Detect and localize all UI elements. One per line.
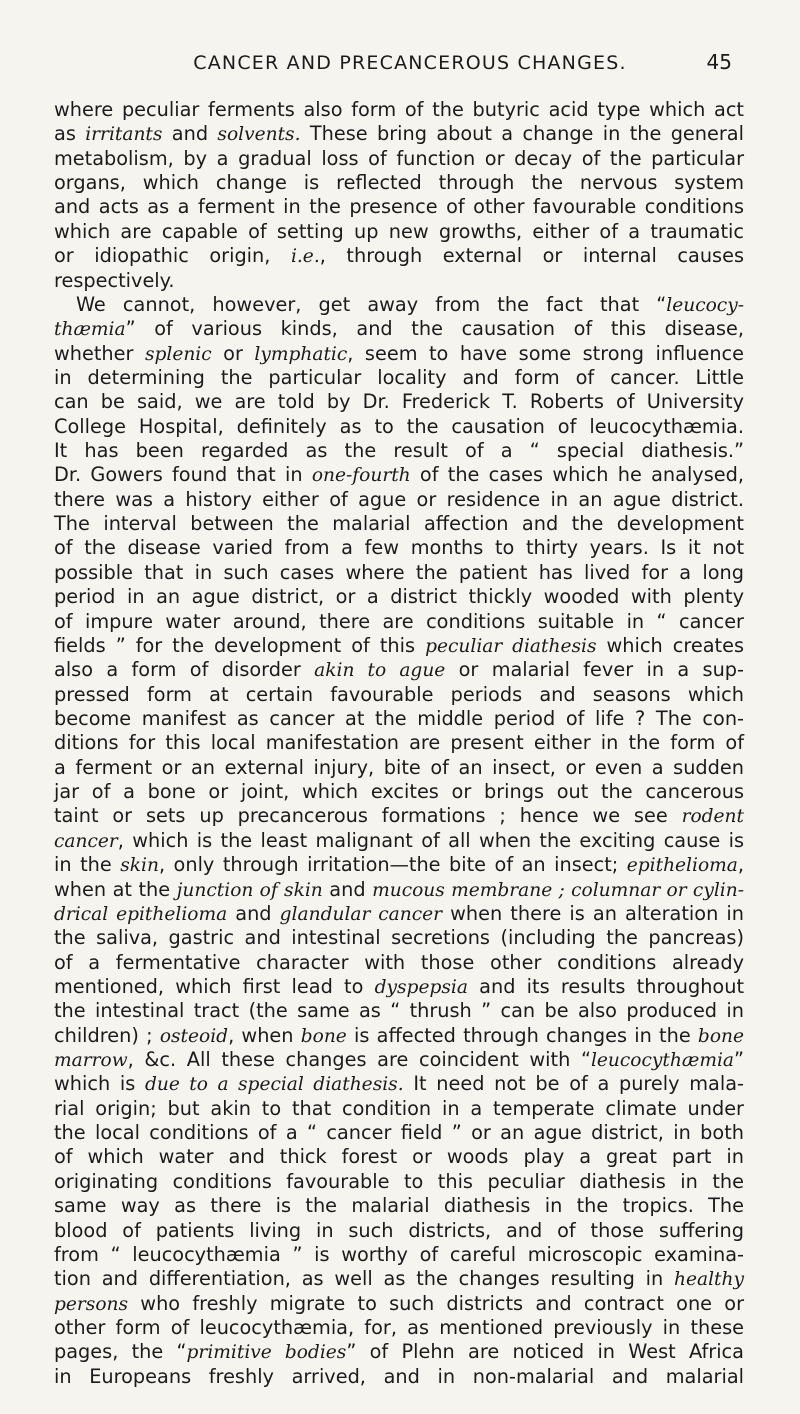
text-run: a ferment or an external injury, bite of an insect, or even a sudden [54, 755, 744, 779]
italic-text: dyspepsia [374, 976, 468, 998]
text-line [54, 1292, 744, 1316]
text-run: ditions for this local manifestation are present either in the form of [54, 731, 744, 755]
text-line [54, 1340, 744, 1364]
text-run: mentioned, which first lead to [54, 974, 375, 998]
text-run: in determining the particular locality and form of cancer. Little [54, 365, 744, 389]
text-run: It has been regarded as the result of a “ special diathesis.” [54, 439, 744, 463]
text-run: organs, which change is reflected through the nervous system [54, 171, 744, 195]
text-line [54, 756, 744, 780]
italic-text: mucous membrane ; columnar or cylin- [372, 879, 744, 901]
text-run: also a form of disorder [54, 658, 315, 682]
text-run: , only through irritation—the bite of an insect; [158, 853, 627, 877]
text-line [54, 512, 744, 536]
text-run: become manifest as cancer at the middle period of life ? The con- [54, 706, 744, 730]
italic-text: leucocy- [666, 294, 744, 316]
text-run: same way as there is the malarial diathesis in the tropics. The [54, 1194, 744, 1218]
text-line [54, 415, 744, 439]
text-run: when at the [54, 877, 177, 901]
text-run: the intestinal tract (the same as “ thrush ” can be also produced in [54, 999, 744, 1023]
text-line [54, 1316, 744, 1340]
italic-text: solvents. [217, 124, 301, 146]
italic-text: splenic [144, 343, 212, 365]
italic-text: akin to ague [314, 660, 446, 682]
text-line [54, 1072, 744, 1096]
text-line [54, 561, 744, 585]
text-run: rial origin; but akin to that condition in a temperate climate under [54, 1096, 744, 1120]
text-line [54, 366, 744, 390]
text-run: , when [228, 1023, 301, 1047]
italic-text: bone [697, 1025, 744, 1047]
text-line [54, 1121, 744, 1145]
text-run: Dr. Gowers found that in [54, 463, 312, 487]
text-run: in the [54, 853, 121, 877]
text-run: of a fermentative character with those other conditions already [54, 950, 744, 974]
text-run: where peculiar ferments also form of the butyric acid type which act [54, 98, 744, 121]
text-run: jar of a bone or joint, which excites or brings out the cancerous [54, 780, 744, 804]
text-run: pages, the “ [54, 1340, 187, 1364]
text-run: ” of various kinds, and the causation of this disease, [125, 317, 744, 341]
text-run: children) ; [54, 1023, 160, 1047]
text-run: , [737, 853, 744, 877]
italic-text: skin [120, 855, 159, 877]
text-line [54, 610, 744, 634]
text-run: and [227, 901, 280, 925]
running-title: CANCER AND PRECANCEROUS CHANGES. [193, 52, 627, 74]
text-line [54, 342, 744, 366]
italic-text: due to a special diathesis. [144, 1074, 404, 1096]
italic-text: glandular cancer [279, 903, 443, 925]
text-run: , which is the least malignant of all when the exciting cause is [117, 828, 744, 852]
text-line [54, 122, 744, 146]
text-line [54, 463, 744, 487]
text-run: or [211, 341, 255, 365]
text-run: the saliva, gastric and intestinal secretions (including the pancreas) [54, 926, 744, 950]
text-line [54, 829, 744, 853]
text-run: or idiopathic origin, [54, 244, 291, 268]
text-run: , through external or internal causes [319, 244, 744, 268]
text-run: fields ” for the development of this [54, 633, 426, 657]
text-run: when there is an alteration in [442, 901, 744, 925]
text-run: ” [734, 1048, 744, 1072]
italic-text: one-fourth [311, 465, 411, 487]
text-line [54, 683, 744, 707]
text-run: and its results throughout [467, 974, 744, 998]
text-run: possible that in such cases where the patient has lived for a long [54, 560, 744, 584]
italic-text: peculiar diathesis [425, 635, 597, 657]
text-line [54, 220, 744, 244]
text-line [54, 1243, 744, 1267]
text-line [54, 1219, 744, 1243]
text-line [54, 1024, 744, 1048]
text-line [54, 926, 744, 950]
text-run: period in an ague district, or a district thickly wooded with plenty [54, 585, 744, 609]
text-line [54, 1194, 744, 1218]
text-line [54, 878, 744, 902]
text-line [54, 707, 744, 731]
text-run: and [162, 122, 218, 146]
text-line [54, 634, 744, 658]
text-run: from “ leucocythæmia ” is worthy of careful microscopic examina- [54, 1242, 744, 1266]
text-line [54, 658, 744, 682]
italic-text: leucocythæmia [590, 1050, 734, 1072]
text-run: We cannot, however, get away from the fact that “ [76, 292, 667, 316]
text-run: which is [54, 1072, 145, 1096]
text-run: tion and differentiation, as well as the changes resulting in [54, 1267, 675, 1291]
text-line [54, 147, 744, 171]
italic-text: epithelioma [626, 855, 738, 877]
text-run: of impure water around, there are conditions suitable in “ cancer [54, 609, 744, 633]
text-run: the local conditions of a “ cancer field ” or an ague district, in both [54, 1121, 744, 1145]
text-line [54, 1267, 744, 1291]
text-line [54, 244, 744, 268]
italic-text: drical epithelioma [54, 903, 228, 925]
text-run: which creates [596, 633, 744, 657]
italic-text: bone [300, 1025, 347, 1047]
text-run: or malarial fever in a sup- [445, 658, 744, 682]
text-run: College Hospital, definitely as to the causation of leucocythæmia. [54, 414, 744, 438]
text-line [54, 317, 744, 341]
italic-text: osteoid [159, 1025, 229, 1047]
text-line [54, 536, 744, 560]
text-line [54, 1365, 744, 1389]
text-run: of the disease varied from a few months to thirty years. Is it not [54, 536, 744, 560]
text-line [54, 902, 744, 926]
italic-text: lymphatic [254, 343, 348, 365]
text-run: pressed form at certain favourable periods and seasons which [54, 682, 744, 706]
text-run: metabolism, by a gradual loss of function or decay of the particular [54, 146, 744, 170]
text-run: who freshly migrate to such districts and contract one or [128, 1291, 744, 1315]
text-run: blood of patients living in such districts, and of those suffering [54, 1218, 744, 1242]
text-line [54, 98, 744, 122]
text-run: , seem to have some strong influence [347, 341, 744, 365]
italic-text: i.e. [290, 246, 320, 268]
page-number: 45 [706, 50, 732, 74]
text-run: taint or sets up precancerous formations ; hence we see [54, 804, 682, 828]
text-line [54, 171, 744, 195]
text-line [54, 975, 744, 999]
text-line [54, 195, 744, 219]
text-run: whether [54, 341, 145, 365]
italic-text: persons [54, 1293, 129, 1315]
italic-text: primitive bodies [186, 1342, 347, 1364]
text-run: These bring about a change in the general [300, 122, 744, 146]
italic-text: cancer [54, 830, 118, 852]
text-line [54, 439, 744, 463]
text-run: It need not be of a purely mala- [403, 1072, 744, 1096]
text-run: as [54, 122, 86, 146]
italic-text: junction of skin [176, 879, 323, 901]
text-line [54, 488, 744, 512]
text-run: and acts as a ferment in the presence of other favourable conditions [54, 195, 744, 219]
text-run: , &c. All these changes are coincident with “ [127, 1048, 591, 1072]
text-run: which are capable of setting up new growths, either of a traumatic [54, 219, 744, 243]
text-run: can be said, we are told by Dr. Frederick T. Roberts of University [54, 390, 744, 414]
text-line [54, 951, 744, 975]
running-head [110, 44, 750, 78]
text-line [54, 999, 744, 1023]
text-line [54, 1170, 744, 1194]
text-run: of the cases which he analysed, [410, 463, 744, 487]
italic-text: thæmia [54, 319, 126, 341]
body-text [54, 98, 744, 1389]
italic-text: rodent [681, 806, 744, 828]
text-run: The interval between the malarial affection and the development [54, 512, 744, 536]
text-line [54, 585, 744, 609]
text-run: in Europeans freshly arrived, and in non-malarial and malarial [54, 1364, 744, 1388]
text-line [54, 780, 744, 804]
text-run: is affected through changes in the [346, 1023, 698, 1047]
text-line [54, 1097, 744, 1121]
text-line [54, 804, 744, 828]
text-run: ” of Plehn are noticed in West Africa [346, 1340, 744, 1364]
italic-text: marrow [54, 1050, 128, 1072]
italic-text: irritants [85, 124, 163, 146]
text-line [54, 390, 744, 414]
text-run: there was a history either of ague or residence in an ague district. [54, 487, 744, 511]
text-line [54, 853, 744, 877]
text-run: other form of leucocythæmia, for, as mentioned previously in these [54, 1315, 744, 1339]
italic-text: healthy [674, 1269, 744, 1291]
text-line [54, 1145, 744, 1169]
text-run: originating conditions favourable to this peculiar diathesis in the [54, 1169, 744, 1193]
text-line [54, 1048, 744, 1072]
text-run: of which water and thick forest or woods play a great part in [54, 1145, 744, 1169]
text-run: respectively. [54, 268, 175, 292]
text-line [54, 293, 744, 317]
text-line [54, 731, 744, 755]
text-run: and [322, 877, 373, 901]
text-line [54, 269, 744, 293]
